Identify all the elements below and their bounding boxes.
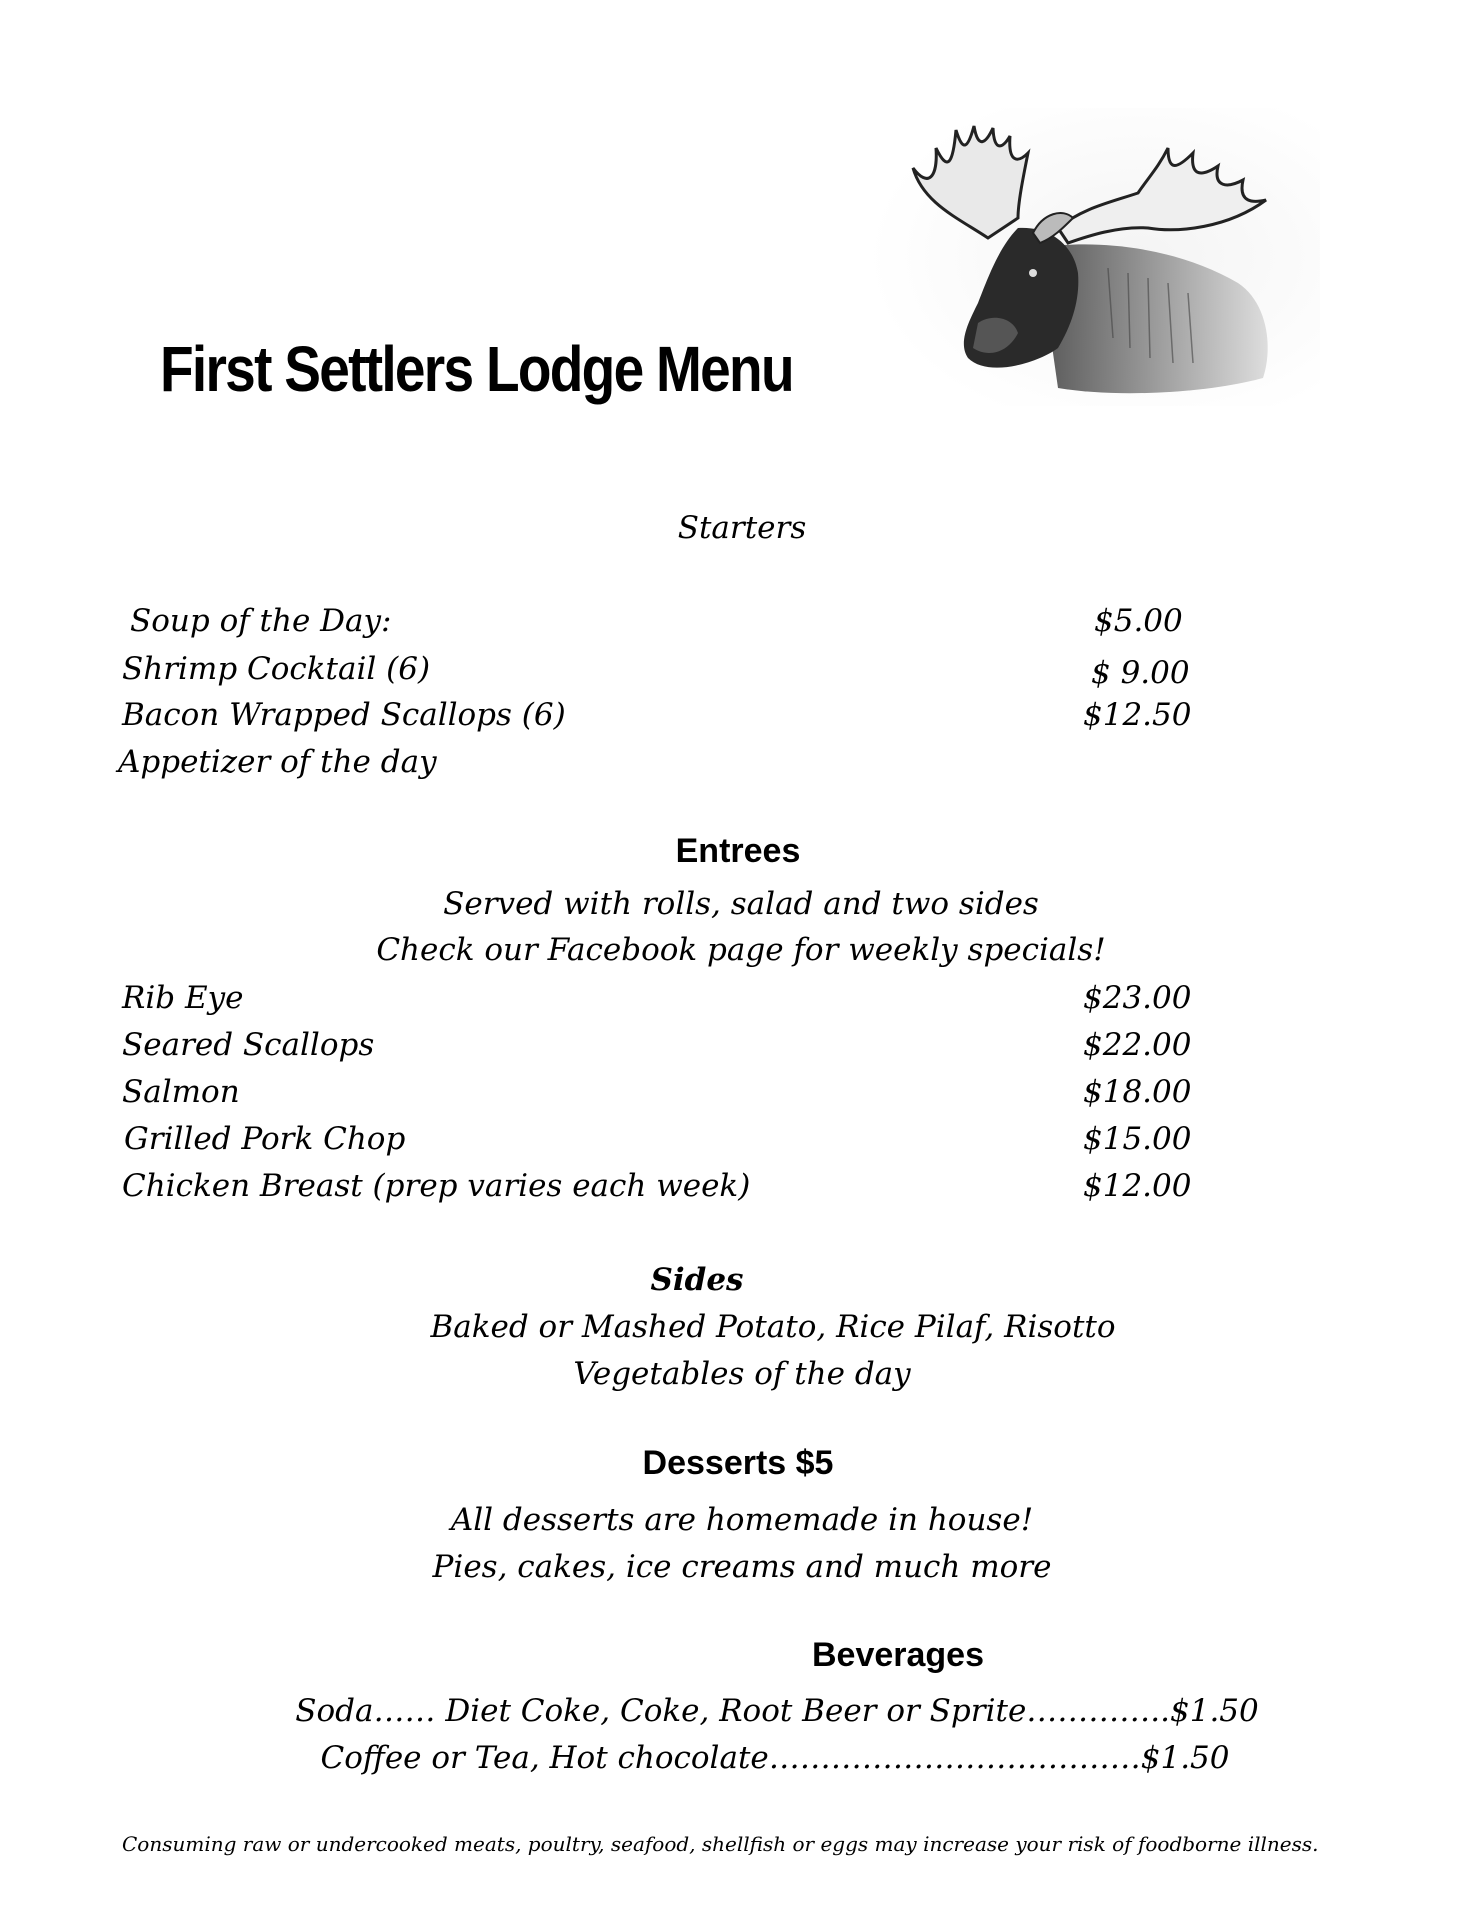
moose-icon — [868, 108, 1320, 406]
desserts-line: All desserts are homemade in house! — [450, 1502, 1034, 1538]
menu-item-price: $ 9.00 — [1091, 655, 1190, 691]
menu-item-name: Rib Eye — [122, 980, 244, 1016]
entrees-note: Served with rolls, salad and two sides — [443, 886, 1039, 922]
menu-item-price: $12.00 — [1083, 1168, 1192, 1204]
sides-line: Vegetables of the day — [573, 1356, 911, 1392]
menu-item-name: Grilled Pork Chop — [124, 1121, 406, 1157]
menu-item-price: $12.50 — [1083, 697, 1192, 733]
desserts-line: Pies, cakes, ice creams and much more — [432, 1549, 1052, 1585]
desserts-heading: Desserts $5 — [642, 1444, 834, 1482]
beverage-line: Soda…… Diet Coke, Coke, Root Beer or Sprite…………..$1.50 — [295, 1693, 1259, 1729]
menu-item-price: $18.00 — [1083, 1074, 1192, 1110]
menu-item-name: Salmon — [122, 1074, 240, 1110]
page-title: First Settlers Lodge Menu — [160, 333, 793, 405]
menu-item-name: Chicken Breast (prep varies each week) — [122, 1168, 751, 1204]
menu-item-price: $5.00 — [1094, 603, 1183, 639]
menu-item-name: Bacon Wrapped Scallops (6) — [122, 697, 566, 733]
entrees-note: Check our Facebook page for weekly specials! — [376, 932, 1106, 968]
sides-heading: Sides — [650, 1262, 744, 1298]
entrees-heading: Entrees — [675, 832, 801, 870]
menu-item-price: $15.00 — [1083, 1121, 1192, 1157]
menu-item-name: Seared Scallops — [122, 1027, 375, 1063]
menu-item-name: Appetizer of the day — [118, 744, 437, 780]
menu-item-name: Shrimp Cocktail (6) — [122, 651, 431, 687]
starters-heading: Starters — [677, 510, 807, 546]
beverage-line: Coffee or Tea, Hot chocolate………………………………$1.50 — [320, 1740, 1230, 1776]
menu-item-price: $23.00 — [1083, 980, 1192, 1016]
menu-item-price: $22.00 — [1083, 1027, 1192, 1063]
beverages-heading: Beverages — [811, 1636, 985, 1674]
menu-item-name: Soup of the Day: — [130, 603, 392, 639]
sides-line: Baked or Mashed Potato, Rice Pilaf, Risotto — [430, 1309, 1116, 1345]
footer-disclaimer: Consuming raw or undercooked meats, poultry, seafood, shellfish or eggs may increase your risk of foodborne illness. — [122, 1832, 1319, 1856]
